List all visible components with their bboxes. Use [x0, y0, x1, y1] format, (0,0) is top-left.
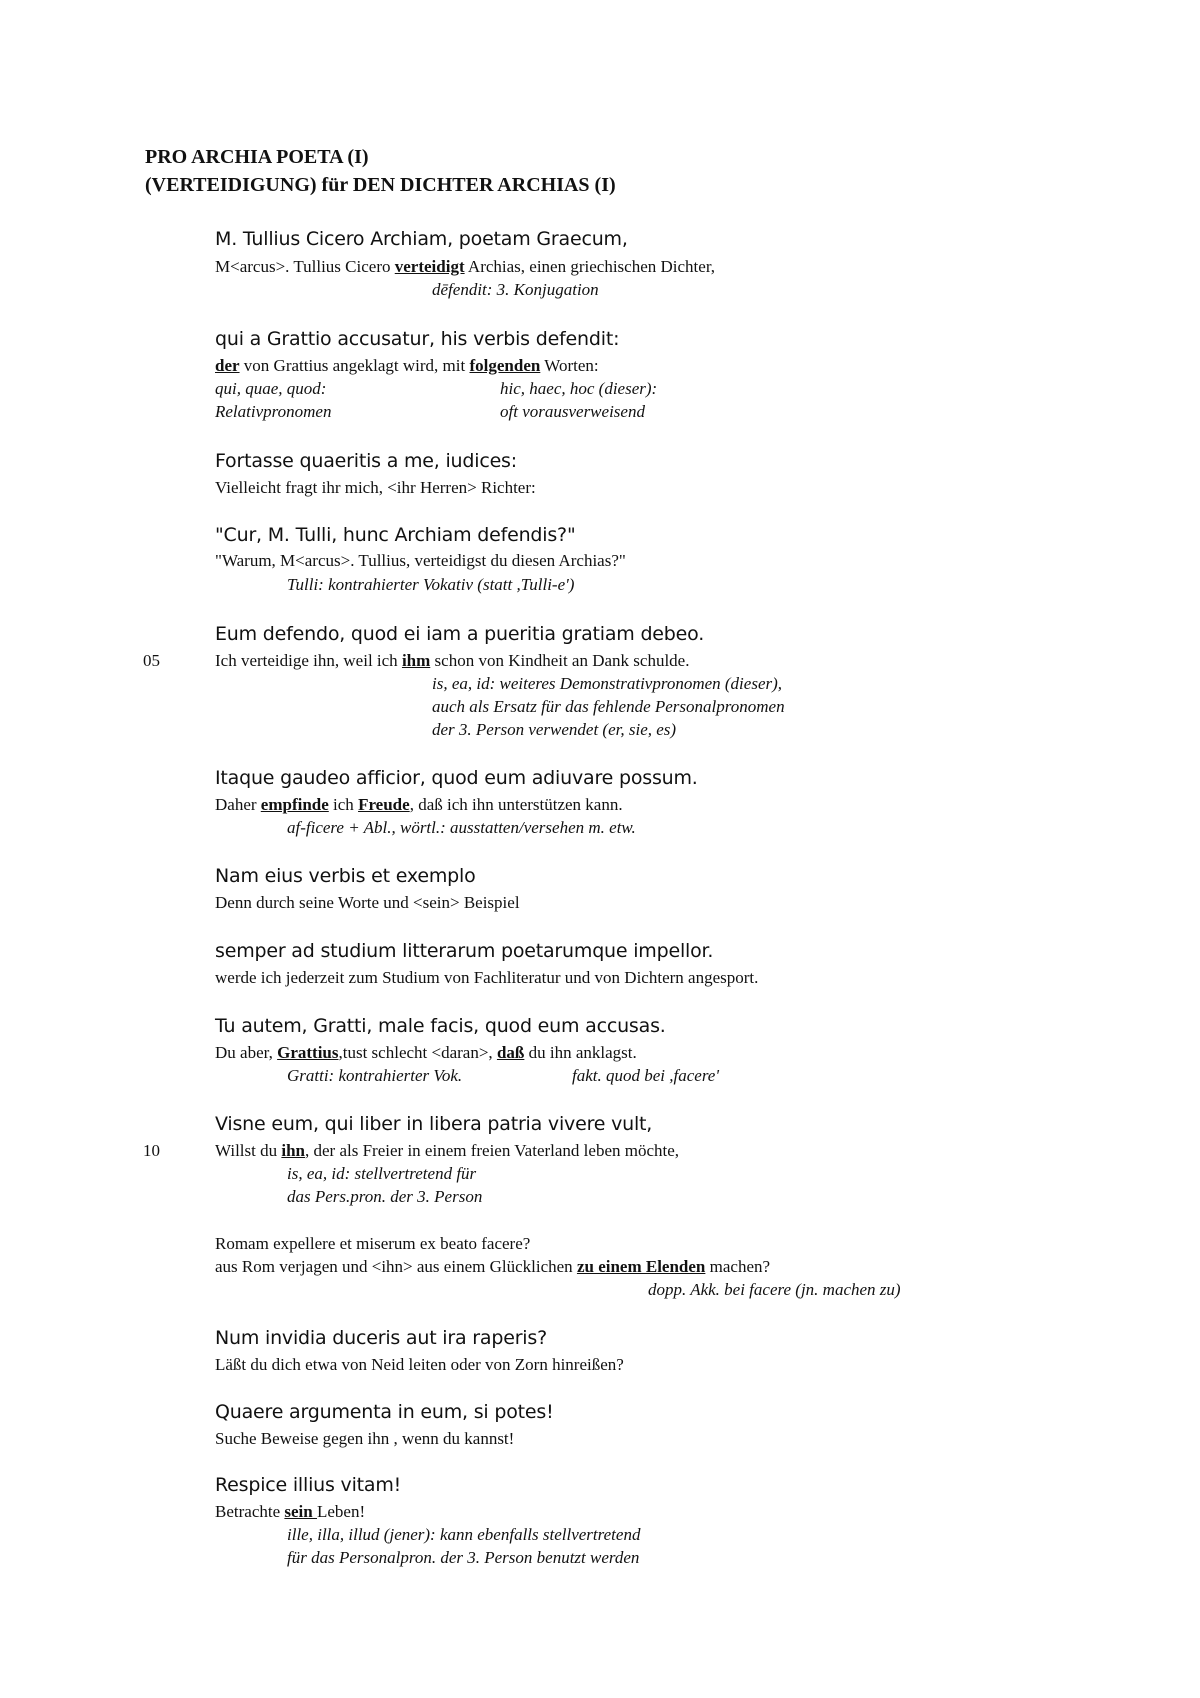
text-fragment: , der als Freier in einem freien Vaterland leben möchte, [305, 1141, 680, 1160]
grammar-note: af-ficere + Abl., wörtl.: ausstatten/versehen m. etw. [287, 818, 636, 837]
text-fragment: machen? [705, 1257, 771, 1276]
text-fragment: ,tust schlecht <daran>, [338, 1043, 497, 1062]
latin-line: Eum defendo, quod ei iam a pueritia gratiam debeo. [215, 623, 705, 645]
document-subtitle: (VERTEIDIGUNG) für DEN DICHTER ARCHIAS (I) [145, 174, 616, 196]
text-fragment: Daher [215, 795, 261, 814]
latin-line: Quaere argumenta in eum, si potes! [215, 1401, 554, 1423]
text-fragment: Betrachte [215, 1502, 285, 1521]
grammar-note: Relativpronomen [215, 402, 332, 421]
text-fragment: Willst du [215, 1141, 282, 1160]
grammar-note: ille, illa, illud (jener): kann ebenfalls stellvertretend [287, 1525, 641, 1544]
latin-line: Nam eius verbis et exemplo [215, 865, 476, 887]
highlighted-word: der [215, 356, 240, 375]
latin-line: Romam expellere et miserum ex beato facere? [215, 1234, 531, 1253]
latin-line: Visne eum, qui liber in libera patria vivere vult, [215, 1113, 653, 1135]
german-line: Suche Beweise gegen ihn , wenn du kannst! [215, 1429, 515, 1448]
grammar-note: auch als Ersatz für das fehlende Personalpronomen [432, 697, 785, 716]
grammar-note: dēfendit: 3. Konjugation [432, 280, 599, 299]
text-fragment: ich [328, 795, 359, 814]
text-fragment: , daß ich ihn unterstützen kann. [409, 795, 623, 814]
grammar-note: Gratti: kontrahierter Vok. [287, 1066, 463, 1085]
latin-line: Itaque gaudeo afficior, quod eum adiuvare possum. [215, 767, 698, 789]
highlighted-word: empfinde [260, 795, 329, 814]
latin-line: qui a Grattio accusatur, his verbis defendit: [215, 328, 620, 350]
grammar-note: oft vorausverweisend [500, 402, 645, 421]
grammar-note: dopp. Akk. bei facere (jn. machen zu) [648, 1280, 901, 1299]
grammar-note: das Pers.pron. der 3. Person [287, 1187, 483, 1206]
grammar-note: hic, haec, hoc (dieser): [500, 379, 658, 398]
line-number: 10 [143, 1141, 160, 1160]
german-line [215, 1257, 770, 1277]
latin-line: Fortasse quaeritis a me, iudices: [215, 450, 517, 472]
latin-line: Tu autem, Gratti, male facis, quod eum accusas. [215, 1015, 666, 1037]
latin-line: "Cur, M. Tulli, hunc Archiam defendis?" [215, 524, 576, 546]
german-line: Vielleicht fragt ihr mich, <ihr Herren> Richter: [215, 478, 536, 497]
german-line: werde ich jederzeit zum Studium von Fachliteratur und von Dichtern angesport. [215, 968, 759, 987]
highlighted-word: daß [496, 1043, 525, 1062]
german-line: Denn durch seine Worte und <sein> Beispiel [215, 893, 520, 912]
grammar-note: is, ea, id: stellvertretend für [287, 1164, 477, 1183]
grammar-note: fakt. quod bei ,facere' [572, 1066, 719, 1085]
text-fragment: Worten: [540, 356, 599, 375]
grammar-note: is, ea, id: weiteres Demonstrativpronomen (dieser), [432, 674, 783, 693]
highlighted-word: ihm [401, 651, 431, 670]
grammar-note: qui, quae, quod: [215, 379, 327, 398]
highlighted-word: verteidigt [394, 257, 465, 276]
german-line [215, 1502, 365, 1522]
german-line [215, 795, 623, 815]
latin-line: Respice illius vitam! [215, 1474, 402, 1496]
highlighted-word: Freude [358, 795, 410, 814]
text-fragment: schon von Kindheit an Dank schulde. [430, 651, 690, 670]
german-line [215, 257, 715, 277]
document-title: PRO ARCHIA POETA (I) [145, 146, 369, 168]
text-fragment: Du aber, [215, 1043, 278, 1062]
german-line [215, 1141, 679, 1161]
german-line [215, 651, 689, 671]
latin-line: semper ad studium litterarum poetarumque impellor. [215, 940, 714, 962]
line-number: 05 [143, 651, 160, 670]
highlighted-word: sein [284, 1502, 317, 1521]
highlighted-word: ihn [281, 1141, 306, 1160]
text-fragment: aus Rom verjagen und <ihn> aus einem Glücklichen [215, 1257, 577, 1276]
german-line [215, 356, 599, 376]
grammar-note: Tulli: kontrahierter Vokativ (statt ,Tulli-e') [287, 575, 575, 594]
latin-line: Num invidia duceris aut ira raperis? [215, 1327, 547, 1349]
text-fragment: von Grattius angeklagt wird, mit [239, 356, 470, 375]
grammar-note: der 3. Person verwendet (er, sie, es) [432, 720, 677, 739]
text-fragment: Archias, einen griechischen Dichter, [464, 257, 716, 276]
text-fragment: du ihn anklagst. [524, 1043, 637, 1062]
latin-line: M. Tullius Cicero Archiam, poetam Graecum, [215, 228, 628, 250]
highlighted-word: zu einem Elenden [576, 1257, 706, 1276]
german-line: Läßt du dich etwa von Neid leiten oder von Zorn hinreißen? [215, 1355, 624, 1374]
german-line [215, 1043, 637, 1063]
text-fragment: Ich verteidige ihn, weil ich [215, 651, 402, 670]
german-line: "Warum, M<arcus>. Tullius, verteidigst du diesen Archias?" [215, 551, 626, 570]
text-fragment: M<arcus>. Tullius Cicero [215, 257, 395, 276]
highlighted-word: folgenden [469, 356, 541, 375]
text-fragment: Leben! [316, 1502, 366, 1521]
highlighted-word: Grattius [277, 1043, 339, 1062]
grammar-note: für das Personalpron. der 3. Person benutzt werden [287, 1548, 640, 1567]
